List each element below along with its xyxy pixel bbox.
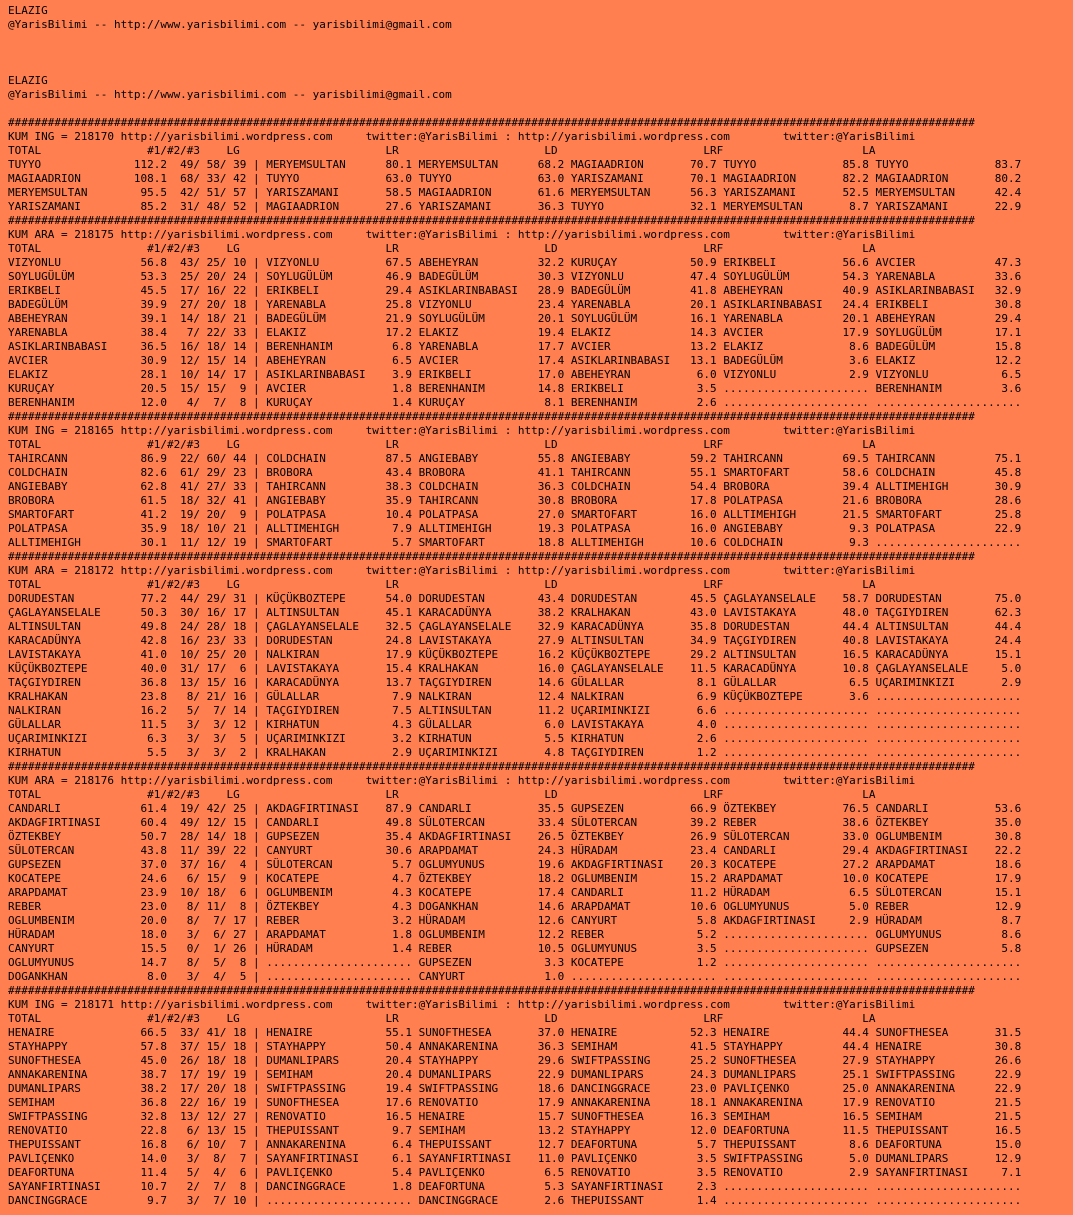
table-row: SÜLOTERCAN 43.8 11/ 39/ 22 | CANYURT 30.6 ARAPDAMAT 24.3 HÜRADAM 23.4 CANDARLI 29.4 AKDAGFIRTINASI 22.2 (8, 844, 1022, 857)
table-row: ASIKLARINBABASI 36.5 16/ 18/ 14 | BERENHANIM 6.8 YARENABLA 17.7 AVCIER 13.2 ELAKIZ 8.6 BADEGÜLÜM 15.8 (8, 340, 1022, 353)
table-row: VIZYONLU 56.8 43/ 25/ 10 | VIZYONLU 67.5 ABEHEYRAN 32.2 KURUÇAY 50.9 ERIKBELI 56.6 AVCIER 47.3 (8, 256, 1022, 269)
table-row: KRALHAKAN 23.8 8/ 21/ 16 | GÜLALLAR 7.9 NALKIRAN 12.4 NALKIRAN 6.9 KÜÇÜKBOZTEPE 3.6 ...................... (8, 690, 1022, 703)
table-row: CANDARLI 61.4 19/ 42/ 25 | AKDAGFIRTINASI 87.9 CANDARLI 35.5 GUPSEZEN 66.9 ÖZTEKBEY 76.5 CANDARLI 53.6 (8, 802, 1022, 815)
section-divider: ################################################################################################################################################## (8, 984, 975, 997)
column-headers: TOTAL #1/#2/#3 LG LR LD LRF LA (8, 242, 876, 255)
table-row: SMARTOFART 41.2 19/ 20/ 9 | POLATPASA 10.4 POLATPASA 27.0 SMARTOFART 16.0 ALLTIMEHIGH 21.5 SMARTOFART 25.8 (8, 508, 1022, 521)
table-row: ALTINSULTAN 49.8 24/ 28/ 18 | ÇAGLAYANSELALE 32.5 ÇAGLAYANSELALE 32.9 KARACADÜNYA 35.8 DORUDESTAN 44.4 ALTINSULTAN 44.4 (8, 620, 1022, 633)
table-row: SWIFTPASSING 32.8 13/ 12/ 27 | RENOVATIO 16.5 HENAIRE 15.7 SUNOFTHESEA 16.3 SEMIHAM 16.5 SEMIHAM 21.5 (8, 1110, 1022, 1123)
table-row: DANCINGGRACE 9.7 3/ 7/ 10 | ...................... DANCINGGRACE 2.6 THEPUISSANT 1.4 ...................... ...................... (8, 1194, 1022, 1207)
table-row: UÇARIMINKIZI 6.3 3/ 3/ 5 | UÇARIMINKIZI 3.2 KIRHATUN 5.5 KIRHATUN 2.6 ...................... ...................... (8, 732, 1022, 745)
table-row: DEAFORTUNA 11.4 5/ 4/ 6 | PAVLIÇENKO 5.4 PAVLIÇENKO 6.5 RENOVATIO 3.5 RENOVATIO 2.9 SAYANFIRTINASI 7.1 (8, 1166, 1022, 1179)
table-row: MERYEMSULTAN 95.5 42/ 51/ 57 | YARISZAMANI 58.5 MAGIAADRION 61.6 MERYEMSULTAN 56.3 YARISZAMANI 52.5 MERYEMSULTAN 42.4 (8, 186, 1022, 199)
blank-line (8, 46, 1070, 60)
table-row: DUMANLIPARS 38.2 17/ 20/ 18 | SWIFTPASSING 19.4 SWIFTPASSING 18.6 DANCINGGRACE 23.0 PAVLIÇENKO 25.0 ANNAKARENINA 22.9 (8, 1082, 1022, 1095)
table-row: REBER 23.0 8/ 11/ 8 | ÖZTEKBEY 4.3 DOGANKHAN 14.6 ARAPDAMAT 10.6 OGLUMYUNUS 5.0 REBER 12.9 (8, 900, 1022, 913)
text-line: ELAZIG (8, 74, 48, 87)
table-row: OGLUMBENIM 20.0 8/ 7/ 17 | REBER 3.2 HÜRADAM 12.6 CANYURT 5.8 AKDAGFIRTINASI 2.9 HÜRADAM 8.7 (8, 914, 1022, 927)
table-row: BROBORA 61.5 18/ 32/ 41 | ANGIEBABY 35.9 TAHIRCANN 30.8 BROBORA 17.8 POLATPASA 21.6 BROBORA 28.6 (8, 494, 1022, 507)
blank-line (8, 32, 1070, 46)
column-headers: TOTAL #1/#2/#3 LG LR LD LRF LA (8, 438, 876, 451)
document-body (8, 4, 1070, 1208)
text-line: @YarisBilimi -- http://www.yarisbilimi.com -- yarisbilimi@gmail.com (8, 18, 452, 31)
table-row: LAVISTAKAYA 41.0 10/ 25/ 20 | NALKIRAN 17.9 KÜÇÜKBOZTEPE 16.2 KÜÇÜKBOZTEPE 29.2 ALTINSULTAN 16.5 KARACADÜNYA 15.1 (8, 648, 1022, 661)
table-row: TAÇGIYDIREN 36.8 13/ 15/ 16 | KARACADÜNYA 13.7 TAÇGIYDIREN 14.6 GÜLALLAR 8.1 GÜLALLAR 6.5 UÇARIMINKIZI 2.9 (8, 676, 1022, 689)
text-line: ELAZIG (8, 4, 48, 17)
section-divider: ################################################################################################################################################## (8, 214, 975, 227)
table-row: CANYURT 15.5 0/ 1/ 26 | HÜRADAM 1.4 REBER 10.5 OGLUMYUNUS 3.5 ...................... GUPSEZEN 5.8 (8, 942, 1022, 955)
table-row: COLDCHAIN 82.6 61/ 29/ 23 | BROBORA 43.4 BROBORA 41.1 TAHIRCANN 55.1 SMARTOFART 58.6 COLDCHAIN 45.8 (8, 466, 1022, 479)
race-header: KUM ARA = 218176 http://yarisbilimi.wordpress.com twitter:@YarisBilimi : http://yarisbilimi.wordpress.com twitter:@YarisBilimi (8, 774, 916, 787)
table-row: YARENABLA 38.4 7/ 22/ 33 | ELAKIZ 17.2 ELAKIZ 19.4 ELAKIZ 14.3 AVCIER 17.9 SOYLUGÜLÜM 17.1 (8, 326, 1022, 339)
table-row: MAGIAADRION 108.1 68/ 33/ 42 | TUYYO 63.0 TUYYO 63.0 YARISZAMANI 70.1 MAGIAADRION 82.2 MAGIAADRION 80.2 (8, 172, 1022, 185)
table-row: TAHIRCANN 86.9 22/ 60/ 44 | COLDCHAIN 87.5 ANGIEBABY 55.8 ANGIEBABY 59.2 TAHIRCANN 69.5 TAHIRCANN 75.1 (8, 452, 1022, 465)
blank-line (8, 60, 1070, 74)
section-divider: ################################################################################################################################################## (8, 116, 975, 129)
table-row: BADEGÜLÜM 39.9 27/ 20/ 18 | YARENABLA 25.8 VIZYONLU 23.4 YARENABLA 20.1 ASIKLARINBABASI 24.4 ERIKBELI 30.8 (8, 298, 1022, 311)
race-header: KUM ING = 218171 http://yarisbilimi.wordpress.com twitter:@YarisBilimi : http://yarisbilimi.wordpress.com twitter:@YarisBilimi (8, 998, 916, 1011)
table-row: KURUÇAY 20.5 15/ 15/ 9 | AVCIER 1.8 BERENHANIM 14.8 ERIKBELI 3.5 ...................... BERENHANIM 3.6 (8, 382, 1022, 395)
table-row: ALLTIMEHIGH 30.1 11/ 12/ 19 | SMARTOFART 5.7 SMARTOFART 18.8 ALLTIMEHIGH 10.6 COLDCHAIN 9.3 ...................... (8, 536, 1022, 549)
table-row: ELAKIZ 28.1 10/ 14/ 17 | ASIKLARINBABASI 3.9 ERIKBELI 17.0 ABEHEYRAN 6.0 VIZYONLU 2.9 VIZYONLU 6.5 (8, 368, 1022, 381)
table-row: SOYLUGÜLÜM 53.3 25/ 20/ 24 | SOYLUGÜLÜM 46.9 BADEGÜLÜM 30.3 VIZYONLU 47.4 SOYLUGÜLÜM 54.3 YARENABLA 33.6 (8, 270, 1022, 283)
race-header: KUM ARA = 218172 http://yarisbilimi.wordpress.com twitter:@YarisBilimi : http://yarisbilimi.wordpress.com twitter:@YarisBilimi (8, 564, 916, 577)
table-row: SUNOFTHESEA 45.0 26/ 18/ 18 | DUMANLIPARS 20.4 STAYHAPPY 29.6 SWIFTPASSING 25.2 SUNOFTHESEA 27.9 STAYHAPPY 26.6 (8, 1054, 1022, 1067)
column-headers: TOTAL #1/#2/#3 LG LR LD LRF LA (8, 144, 876, 157)
text-line: @YarisBilimi -- http://www.yarisbilimi.com -- yarisbilimi@gmail.com (8, 88, 452, 101)
race-header: KUM ARA = 218175 http://yarisbilimi.wordpress.com twitter:@YarisBilimi : http://yarisbilimi.wordpress.com twitter:@YarisBilimi (8, 228, 916, 241)
table-row: KOCATEPE 24.6 6/ 15/ 9 | KOCATEPE 4.7 ÖZTEKBEY 18.2 OGLUMBENIM 15.2 ARAPDAMAT 10.0 KOCATEPE 17.9 (8, 872, 1022, 885)
column-headers: TOTAL #1/#2/#3 LG LR LD LRF LA (8, 578, 876, 591)
table-row: POLATPASA 35.9 18/ 10/ 21 | ALLTIMEHIGH 7.9 ALLTIMEHIGH 19.3 POLATPASA 16.0 ANGIEBABY 9.3 POLATPASA 22.9 (8, 522, 1022, 535)
table-row: GUPSEZEN 37.0 37/ 16/ 4 | SÜLOTERCAN 5.7 OGLUMYUNUS 19.6 AKDAGFIRTINASI 20.3 KOCATEPE 27.2 ARAPDAMAT 18.6 (8, 858, 1022, 871)
column-headers: TOTAL #1/#2/#3 LG LR LD LRF LA (8, 1012, 876, 1025)
table-row: AVCIER 30.9 12/ 15/ 14 | ABEHEYRAN 6.5 AVCIER 17.4 ASIKLARINBABASI 13.1 BADEGÜLÜM 3.6 ELAKIZ 12.2 (8, 354, 1022, 367)
race-header: KUM ING = 218170 http://yarisbilimi.wordpress.com twitter:@YarisBilimi : http://yarisbilimi.wordpress.com twitter:@YarisBilimi (8, 130, 916, 143)
table-row: STAYHAPPY 57.8 37/ 15/ 18 | STAYHAPPY 50.4 ANNAKARENINA 36.3 SEMIHAM 41.5 STAYHAPPY 44.4 HENAIRE 30.8 (8, 1040, 1022, 1053)
table-row: KIRHATUN 5.5 3/ 3/ 2 | KRALHAKAN 2.9 UÇARIMINKIZI 4.8 TAÇGIYDIREN 1.2 ...................... ...................... (8, 746, 1022, 759)
table-row: TUYYO 112.2 49/ 58/ 39 | MERYEMSULTAN 80.1 MERYEMSULTAN 68.2 MAGIAADRION 70.7 TUYYO 85.8 TUYYO 83.7 (8, 158, 1022, 171)
table-row: PAVLIÇENKO 14.0 3/ 8/ 7 | SAYANFIRTINASI 6.1 SAYANFIRTINASI 11.0 PAVLIÇENKO 3.5 SWIFTPASSING 5.0 DUMANLIPARS 12.9 (8, 1152, 1022, 1165)
table-row: RENOVATIO 22.8 6/ 13/ 15 | THEPUISSANT 9.7 SEMIHAM 13.2 STAYHAPPY 12.0 DEAFORTUNA 11.5 THEPUISSANT 16.5 (8, 1124, 1022, 1137)
section-divider: ################################################################################################################################################## (8, 550, 975, 563)
table-row: ANGIEBABY 62.8 41/ 27/ 33 | TAHIRCANN 38.3 COLDCHAIN 36.3 COLDCHAIN 54.4 BROBORA 39.4 ALLTIMEHIGH 30.9 (8, 480, 1022, 493)
table-row: OGLUMYUNUS 14.7 8/ 5/ 8 | ...................... GUPSEZEN 3.3 KOCATEPE 1.2 ...................... ...................... (8, 956, 1022, 969)
table-row: ÖZTEKBEY 50.7 28/ 14/ 18 | GUPSEZEN 35.4 AKDAGFIRTINASI 26.5 ÖZTEKBEY 26.9 SÜLOTERCAN 33.0 OGLUMBENIM 30.8 (8, 830, 1022, 843)
table-row: HENAIRE 66.5 33/ 41/ 18 | HENAIRE 55.1 SUNOFTHESEA 37.0 HENAIRE 52.3 HENAIRE 44.4 SUNOFTHESEA 31.5 (8, 1026, 1022, 1039)
table-row: ARAPDAMAT 23.9 10/ 18/ 6 | OGLUMBENIM 4.3 KOCATEPE 17.4 CANDARLI 11.2 HÜRADAM 6.5 SÜLOTERCAN 15.1 (8, 886, 1022, 899)
table-row: DORUDESTAN 77.2 44/ 29/ 31 | KÜÇÜKBOZTEPE 54.0 DORUDESTAN 43.4 DORUDESTAN 45.5 ÇAGLAYANSELALE 58.7 DORUDESTAN 75.0 (8, 592, 1022, 605)
table-row: SEMIHAM 36.8 22/ 16/ 19 | SUNOFTHESEA 17.6 RENOVATIO 17.9 ANNAKARENINA 18.1 ANNAKARENINA 17.9 RENOVATIO 21.5 (8, 1096, 1022, 1109)
table-row: HÜRADAM 18.0 3/ 6/ 27 | ARAPDAMAT 1.8 OGLUMBENIM 12.2 REBER 5.2 ...................... OGLUMYUNUS 8.6 (8, 928, 1022, 941)
race-header: KUM ING = 218165 http://yarisbilimi.wordpress.com twitter:@YarisBilimi : http://yarisbilimi.wordpress.com twitter:@YarisBilimi (8, 424, 916, 437)
table-row: ABEHEYRAN 39.1 14/ 18/ 21 | BADEGÜLÜM 21.9 SOYLUGÜLÜM 20.1 SOYLUGÜLÜM 16.1 YARENABLA 20.1 ABEHEYRAN 29.4 (8, 312, 1022, 325)
blank-line (8, 102, 1070, 116)
table-row: ERIKBELI 45.5 17/ 16/ 22 | ERIKBELI 29.4 ASIKLARINBABASI 28.9 BADEGÜLÜM 41.8 ABEHEYRAN 40.9 ASIKLARINBABASI 32.9 (8, 284, 1022, 297)
table-row: DOGANKHAN 8.0 3/ 4/ 5 | ...................... CANYURT 1.0 ...................... ...................... ...................... (8, 970, 1022, 983)
table-row: ÇAGLAYANSELALE 50.3 30/ 16/ 17 | ALTINSULTAN 45.1 KARACADÜNYA 38.2 KRALHAKAN 43.0 LAVISTAKAYA 48.0 TAÇGIYDIREN 62.3 (8, 606, 1022, 619)
table-row: ANNAKARENINA 38.7 17/ 19/ 19 | SEMIHAM 20.4 DUMANLIPARS 22.9 DUMANLIPARS 24.3 DUMANLIPARS 25.1 SWIFTPASSING 22.9 (8, 1068, 1022, 1081)
table-row: GÜLALLAR 11.5 3/ 3/ 12 | KIRHATUN 4.3 GÜLALLAR 6.0 LAVISTAKAYA 4.0 ...................... ...................... (8, 718, 1022, 731)
table-row: BERENHANIM 12.0 4/ 7/ 8 | KURUÇAY 1.4 KURUÇAY 8.1 BERENHANIM 2.6 ...................... ...................... (8, 396, 1022, 409)
table-row: KARACADÜNYA 42.8 16/ 23/ 33 | DORUDESTAN 24.8 LAVISTAKAYA 27.9 ALTINSULTAN 34.9 TAÇGIYDIREN 40.8 LAVISTAKAYA 24.4 (8, 634, 1022, 647)
table-row: YARISZAMANI 85.2 31/ 48/ 52 | MAGIAADRION 27.6 YARISZAMANI 36.3 TUYYO 32.1 MERYEMSULTAN 8.7 YARISZAMANI 22.9 (8, 200, 1022, 213)
table-row: AKDAGFIRTINASI 60.4 49/ 12/ 15 | CANDARLI 49.8 SÜLOTERCAN 33.4 SÜLOTERCAN 39.2 REBER 38.6 ÖZTEKBEY 35.0 (8, 816, 1022, 829)
table-row: SAYANFIRTINASI 10.7 2/ 7/ 8 | DANCINGGRACE 1.8 DEAFORTUNA 5.3 SAYANFIRTINASI 2.3 ...................... ...................... (8, 1180, 1022, 1193)
table-row: THEPUISSANT 16.8 6/ 10/ 7 | ANNAKARENINA 6.4 THEPUISSANT 12.7 DEAFORTUNA 5.7 THEPUISSANT 8.6 DEAFORTUNA 15.0 (8, 1138, 1022, 1151)
section-divider: ################################################################################################################################################## (8, 760, 975, 773)
column-headers: TOTAL #1/#2/#3 LG LR LD LRF LA (8, 788, 876, 801)
table-row: NALKIRAN 16.2 5/ 7/ 14 | TAÇGIYDIREN 7.5 ALTINSULTAN 11.2 UÇARIMINKIZI 6.6 ...................... ...................... (8, 704, 1022, 717)
table-row: KÜÇÜKBOZTEPE 40.0 31/ 17/ 6 | LAVISTAKAYA 15.4 KRALHAKAN 16.0 ÇAGLAYANSELALE 11.5 KARACADÜNYA 10.8 ÇAGLAYANSELALE 5.0 (8, 662, 1022, 675)
section-divider: ################################################################################################################################################## (8, 410, 975, 423)
